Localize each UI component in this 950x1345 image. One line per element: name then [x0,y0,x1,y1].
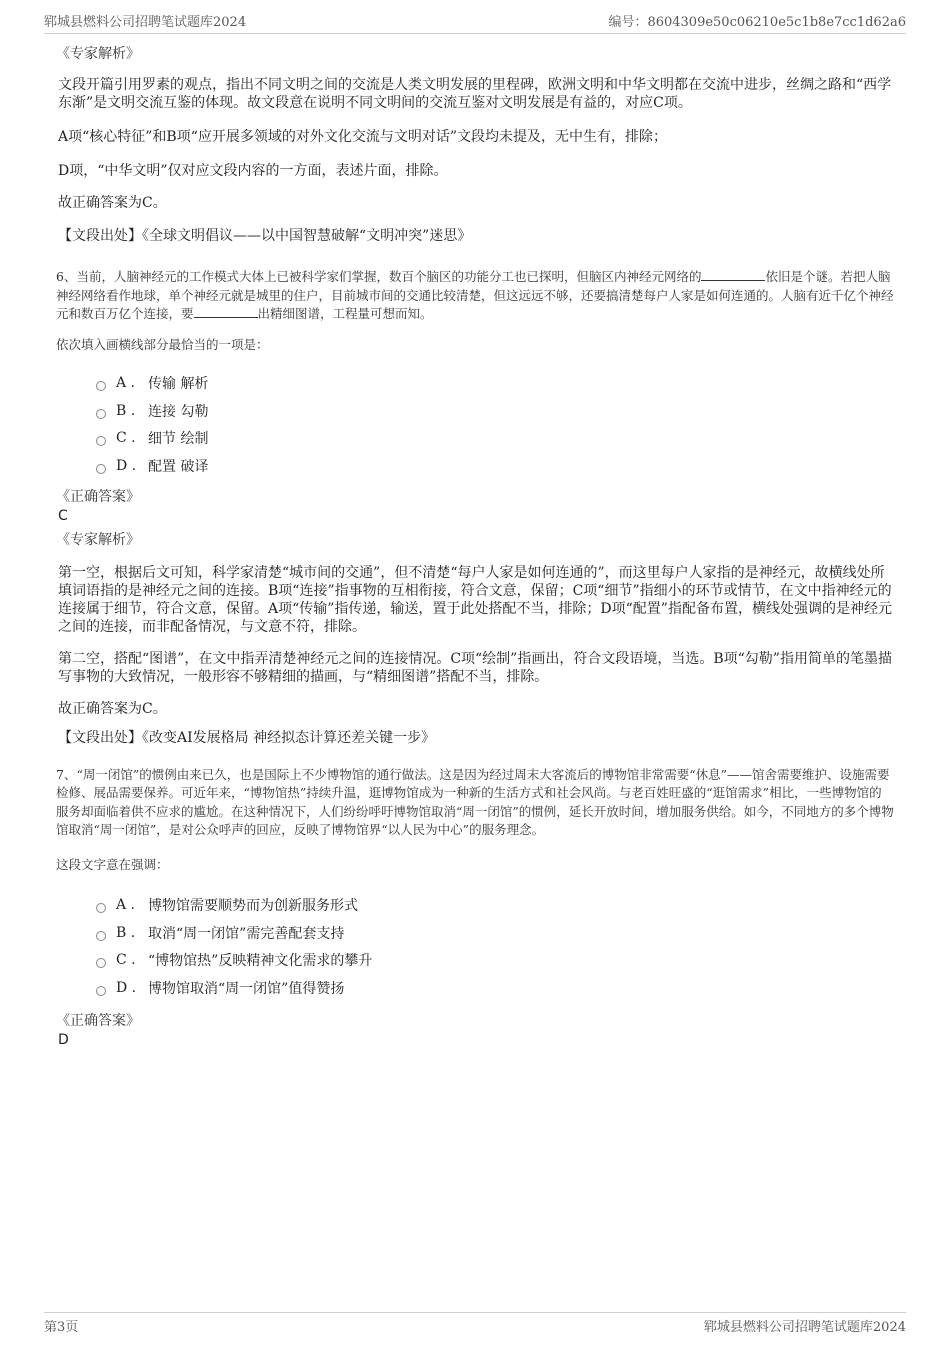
option-text: 博物馆取消“周一闭馆”值得赞扬 [148,980,345,997]
option-text: 连接 勾勒 [148,403,209,420]
question-text-part: 依旧是个谜。若把人脑神经网络看作地球，单个神经元就是城里的住户，目前城市间的交通比较清楚，但这远远不够，还要搞清楚每户人家是如何连通的。人脑有近千亿个神经元和数百万亿个连接，要 [56,269,894,321]
correct-answer-label: 《正确答案》 [56,1012,140,1029]
analysis-paragraph: 故正确答案为C。 [58,700,167,717]
page-footer [44,1312,906,1336]
radio-icon[interactable] [96,436,106,446]
question-6-options [96,370,894,480]
answer-blank [194,305,258,318]
option-text: 取消“周一闭馆”需完善配套支持 [148,925,345,942]
option-d[interactable] [96,974,894,1002]
option-b[interactable] [96,919,894,947]
option-a[interactable] [96,370,894,398]
header-serial: 编号：8604309e50c06210e5c1b8e7cc1d62a6 [608,15,906,30]
option-key: D . [116,457,137,474]
analysis-paragraph: 文段开篇引用罗素的观点，指出不同文明之间的交流是人类文明发展的里程碑，欧洲文明和中华文明都在交流中进步，丝绸之路和“西学东渐”是文明交流互鉴的体现。故文段意在说明不同文明间的交流互鉴对文明发展是有益的，对应C项。 [58,77,892,111]
question-7-options [96,892,894,1002]
footer-title: 郓城县燃料公司招聘笔试题库2024 [703,1320,906,1335]
option-text: 传输 解析 [148,376,209,393]
correct-answer-value: C [58,507,68,524]
radio-icon[interactable] [96,381,106,391]
radio-icon[interactable] [96,931,106,941]
question-prompt: 这段文字意在强调： [56,856,169,872]
option-b[interactable] [96,397,894,425]
analysis-paragraph: A项“核心特征”和B项“应开展多领域的对外文化交流与文明对话”文段均未提及，无中生有，排除； [58,129,668,145]
header-title: 郓城县燃料公司招聘笔试题库2024 [44,15,247,30]
question-7-text: 7、“周一闭馆”的惯例由来已久，也是国际上不少博物馆的通行做法。这是因为经过周末大客流后的博物馆非常需要“休息”——馆舍需要维护、设施需要检修、展品需要保养。可近年来，“博物馆热”持续升温，逛博物馆成为一种新的生活方式和社会风尚。与老百姓旺盛的“逛馆需求”相比，一些博物馆的服务却面临着供不应求的尴尬。在这种情况下，人们纷纷呼吁博物馆取消“周一闭馆”的惯例，延长开放时间，增加服务供给。如今，不同地方的多个博物馆取消“周一闭馆”，是对公众呼声的回应，反映了博物馆界“以人民为中心”的服务理念。 [56,766,894,837]
page-number: 第3页 [44,1320,79,1335]
analysis-paragraph: 第一空，根据后文可知，科学家清楚“城市间的交通”，但不清楚“每户人家是如何连通的”，而这里每户人家指的是神经元，故横线处所填词语指的是神经元之间的连接。B项“连接”指事物的互相衔接，符合文意，保留；C项“细节”指细小的环节或情节，在文中指神经元的连接属于细节，符合文意，保留。A项“传输”指传递，输送，置于此处搭配不当，排除；D项“配置”指配备布置，横线处强调的是神经元之间的连接，而非配备情况，与文意不符，排除。 [58,564,892,635]
radio-icon[interactable] [96,986,106,996]
option-c[interactable] [96,425,894,453]
document-content [56,44,894,1054]
option-key: C . [116,430,136,447]
option-text: 细节 绘制 [148,431,209,448]
option-d[interactable] [96,452,894,480]
question-6-text [56,268,894,324]
expert-analysis-label: 《专家解析》 [56,531,140,548]
analysis-paragraph: 第二空，搭配“图谱”，在文中指弄清楚神经元之间的连接情况。C项“绘制”指画出，符合文段语境，当选。B项“勾勒”指用简单的笔墨描写事物的大致情况，一般形容不够精细的描画，与“精细图谱”搭配不当，排除。 [58,650,892,685]
source-citation: 【文段出处】《全球文明倡议——以中国智慧破解“文明冲突”迷思》 [58,228,472,244]
radio-icon[interactable] [96,903,106,913]
page-header [44,10,906,34]
option-key: B . [116,924,136,941]
correct-answer-label: 《正确答案》 [56,488,140,505]
correct-answer-value: D [58,1031,69,1048]
radio-icon[interactable] [96,409,106,419]
answer-blank [701,268,765,281]
option-text: 配置 破译 [148,458,209,475]
expert-analysis-label: 《专家解析》 [56,46,140,62]
question-text-part: 出精细图谱，工程量可想而知。 [257,306,433,321]
question-prompt: 依次填入画横线部分最恰当的一项是： [56,336,269,352]
option-key: A . [116,897,136,914]
option-key: B . [116,402,136,419]
analysis-paragraph: D项，“中华文明”仅对应文段内容的一方面，表述片面，排除。 [58,163,448,179]
option-key: A . [116,375,136,392]
radio-icon[interactable] [96,464,106,474]
analysis-paragraph: 故正确答案为C。 [58,195,167,211]
option-a[interactable] [96,892,894,920]
option-key: D . [116,979,137,996]
question-text-part: 6、当前，人脑神经元的工作模式大体上已被科学家们掌握，数百个脑区的功能分工也已探明，但脑区内神经元网络的 [56,269,702,284]
option-c[interactable] [96,947,894,975]
source-citation: 【文段出处】《改变AI发展格局 神经拟态计算还差关键一步》 [58,729,436,746]
option-text: “博物馆热”反映精神文化需求的攀升 [148,953,373,970]
option-text: 博物馆需要顺势而为创新服务形式 [148,898,358,915]
option-key: C . [116,952,136,969]
radio-icon[interactable] [96,958,106,968]
